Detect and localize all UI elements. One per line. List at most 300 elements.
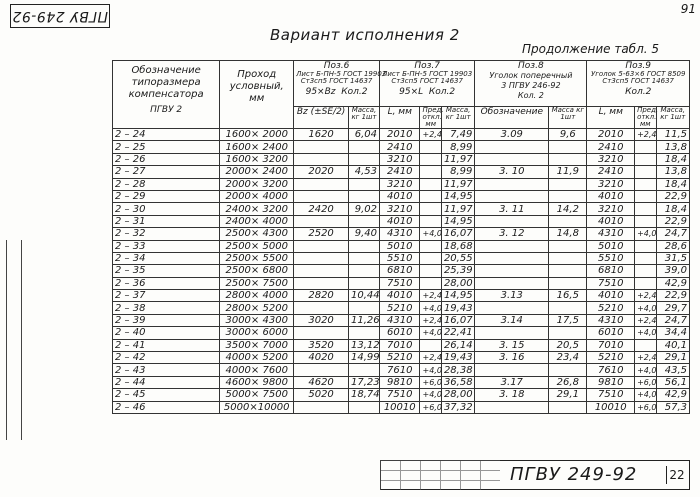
cell-bz	[294, 252, 349, 264]
cell-m6	[348, 141, 379, 153]
cell-m8	[549, 401, 587, 413]
cell-bz: 2520	[294, 228, 349, 240]
cell-mm7: 7,49	[441, 129, 474, 141]
cell-mm9: 43,5	[656, 364, 689, 376]
cell-l9: 3210	[587, 153, 635, 165]
cell-o8	[475, 240, 549, 252]
cell-m6	[348, 401, 379, 413]
cell-bz	[294, 190, 349, 202]
cell-p9	[635, 240, 656, 252]
cell-l7: 5510	[379, 252, 420, 264]
rotated-stamp: ПГВУ 249-92	[10, 4, 110, 28]
cell-l9: 4010	[587, 290, 635, 302]
cell-bz	[294, 178, 349, 190]
cell-o8: 3. 12	[475, 228, 549, 240]
continuation-note: Продолжение табл. 5	[522, 42, 660, 56]
cell-mm9: 29,1	[656, 352, 689, 364]
cell-mm9: 56,1	[656, 376, 689, 388]
table-row	[113, 302, 690, 314]
cell-l7: 4310	[379, 314, 420, 326]
cell-l7: 4010	[379, 215, 420, 227]
cell-des: 2 – 33	[113, 240, 220, 252]
cell-l7: 3210	[379, 178, 420, 190]
cell-m6: 17,23	[348, 376, 379, 388]
cell-m6: 11,26	[348, 314, 379, 326]
cell-o8: 3. 16	[475, 352, 549, 364]
cell-l9: 5510	[587, 252, 635, 264]
cell-mm7: 8,99	[441, 141, 474, 153]
cell-des: 2 – 39	[113, 314, 220, 326]
cell-l9: 7510	[587, 277, 635, 289]
cell-bz	[294, 277, 349, 289]
cell-l9: 3210	[587, 178, 635, 190]
cell-l9: 4310	[587, 228, 635, 240]
cell-l7: 7610	[379, 364, 420, 376]
cell-m8: 17,5	[549, 314, 587, 326]
cell-m6	[348, 190, 379, 202]
cell-du: 2000× 3200	[220, 178, 294, 190]
table-row	[113, 252, 690, 264]
cell-du: 2000× 4000	[220, 190, 294, 202]
cell-mm7: 19,43	[441, 302, 474, 314]
cell-l7: 5010	[379, 240, 420, 252]
cell-des: 2 – 45	[113, 389, 220, 401]
cell-bz	[294, 141, 349, 153]
cell-des: 2 – 38	[113, 302, 220, 314]
cell-o8	[475, 190, 549, 202]
cell-m6: 4,53	[348, 166, 379, 178]
cell-des: 2 – 37	[113, 290, 220, 302]
table-row	[113, 339, 690, 351]
header-designation: Обозначение типоразмера компенсатора ПГВУ 2	[113, 61, 220, 129]
header-mass8: Масса кг 1шт	[549, 107, 587, 129]
cell-p7	[420, 240, 441, 252]
table-row	[113, 141, 690, 153]
cell-o8: 3. 10	[475, 166, 549, 178]
table-row	[113, 376, 690, 388]
cell-l7: 3210	[379, 153, 420, 165]
cell-l7: 10010	[379, 401, 420, 413]
cell-m8: 20,5	[549, 339, 587, 351]
cell-p9	[635, 277, 656, 289]
cell-p7: +2,4	[420, 352, 441, 364]
cell-mm7: 26,14	[441, 339, 474, 351]
header-l9: L, мм	[587, 107, 635, 129]
cell-o8	[475, 153, 549, 165]
cell-m6	[348, 302, 379, 314]
header-pos8: Поз.8 Уголок поперечный 3 ПГВУ 246-92 Кол. 2	[475, 61, 587, 107]
cell-du: 1600× 3200	[220, 153, 294, 165]
cell-o8	[475, 401, 549, 413]
cell-p7: +4,0	[420, 364, 441, 376]
cell-p9	[635, 339, 656, 351]
header-pos6: Поз.6 Лист Б-ПН-5 ГОСТ 19903 Ст3сп5 ГОСТ 14637 95×Bz Кол.2	[294, 61, 380, 107]
cell-mm9: 22,9	[656, 290, 689, 302]
cell-mm7: 14,95	[441, 215, 474, 227]
table-row	[113, 277, 690, 289]
table-row	[113, 364, 690, 376]
cell-p7	[420, 252, 441, 264]
spec-table	[112, 60, 690, 414]
cell-o8	[475, 277, 549, 289]
header-mass7: Масса, кг 1шт	[441, 107, 474, 129]
cell-bz	[294, 153, 349, 165]
table-row	[113, 401, 690, 413]
cell-du: 3000× 4300	[220, 314, 294, 326]
header-des8: Обозначение	[475, 107, 549, 129]
cell-du: 5000×10000	[220, 401, 294, 413]
header-pred7: Пред. откл. мм	[420, 107, 441, 129]
cell-p9	[635, 178, 656, 190]
cell-du: 3500× 7000	[220, 339, 294, 351]
cell-mm7: 37,32	[441, 401, 474, 413]
cell-l9: 7510	[587, 389, 635, 401]
cell-mm7: 11,97	[441, 153, 474, 165]
cell-m8: 11,9	[549, 166, 587, 178]
cell-m8	[549, 327, 587, 339]
cell-m6	[348, 364, 379, 376]
cell-p7	[420, 339, 441, 351]
cell-des: 2 – 27	[113, 166, 220, 178]
cell-mm9: 34,4	[656, 327, 689, 339]
cell-du: 4000× 5200	[220, 352, 294, 364]
cell-m8	[549, 252, 587, 264]
cell-p9: +4,0	[635, 228, 656, 240]
cell-du: 2500× 6800	[220, 265, 294, 277]
cell-des: 2 – 40	[113, 327, 220, 339]
cell-bz	[294, 327, 349, 339]
cell-m8	[549, 277, 587, 289]
cell-m6	[348, 265, 379, 277]
cell-bz: 2020	[294, 166, 349, 178]
cell-p9: +2,4	[635, 290, 656, 302]
cell-des: 2 – 36	[113, 277, 220, 289]
cell-o8: 3.13	[475, 290, 549, 302]
cell-du: 4600× 9800	[220, 376, 294, 388]
cell-p9	[635, 265, 656, 277]
cell-mm9: 57,3	[656, 401, 689, 413]
cell-p7	[420, 203, 441, 215]
cell-des: 2 – 43	[113, 364, 220, 376]
cell-bz	[294, 302, 349, 314]
cell-bz: 3520	[294, 339, 349, 351]
cell-l7: 5210	[379, 352, 420, 364]
cell-p7: +6,0	[420, 401, 441, 413]
cell-p7: +4,0	[420, 327, 441, 339]
cell-mm9: 42,9	[656, 389, 689, 401]
cell-m8	[549, 178, 587, 190]
cell-m8	[549, 302, 587, 314]
cell-du: 2800× 4000	[220, 290, 294, 302]
cell-p9	[635, 215, 656, 227]
cell-l9: 2410	[587, 141, 635, 153]
cell-mm7: 11,97	[441, 203, 474, 215]
cell-mm7: 11,97	[441, 178, 474, 190]
cell-mm9: 24,7	[656, 314, 689, 326]
cell-bz	[294, 215, 349, 227]
cell-mm9: 13,8	[656, 166, 689, 178]
cell-mm7: 20,55	[441, 252, 474, 264]
cell-m8: 14,2	[549, 203, 587, 215]
cell-p9	[635, 190, 656, 202]
cell-l9: 5210	[587, 302, 635, 314]
cell-l7: 3210	[379, 203, 420, 215]
cell-des: 2 – 26	[113, 153, 220, 165]
cell-du: 2800× 5200	[220, 302, 294, 314]
cell-m6	[348, 277, 379, 289]
table-row	[113, 265, 690, 277]
header-bz: Bz (±ЅЕ/2)	[294, 107, 349, 129]
cell-mm7: 19,43	[441, 352, 474, 364]
cell-m8: 23,4	[549, 352, 587, 364]
cell-mm9: 11,5	[656, 129, 689, 141]
cell-des: 2 – 30	[113, 203, 220, 215]
cell-du: 2400× 3200	[220, 203, 294, 215]
cell-du: 1600× 2000	[220, 129, 294, 141]
cell-mm9: 39,0	[656, 265, 689, 277]
cell-o8: 3.17	[475, 376, 549, 388]
page-title: Вариант исполнения 2	[270, 26, 460, 44]
cell-mm9: 31,5	[656, 252, 689, 264]
cell-p7: +4,0	[420, 228, 441, 240]
cell-p7	[420, 153, 441, 165]
cell-des: 2 – 34	[113, 252, 220, 264]
cell-mm7: 14,95	[441, 190, 474, 202]
cell-bz: 2820	[294, 290, 349, 302]
cell-bz: 5020	[294, 389, 349, 401]
cell-m6: 6,04	[348, 129, 379, 141]
table-row	[113, 178, 690, 190]
cell-o8: 3.09	[475, 129, 549, 141]
cell-des: 2 – 24	[113, 129, 220, 141]
cell-m6	[348, 252, 379, 264]
table-row	[113, 215, 690, 227]
cell-m8	[549, 215, 587, 227]
cell-mm9: 18,4	[656, 178, 689, 190]
table-row	[113, 153, 690, 165]
cell-l9: 3210	[587, 203, 635, 215]
table-row	[113, 190, 690, 202]
cell-l7: 6010	[379, 327, 420, 339]
cell-mm7: 28,00	[441, 389, 474, 401]
cell-bz	[294, 364, 349, 376]
cell-des: 2 – 44	[113, 376, 220, 388]
cell-m6	[348, 153, 379, 165]
cell-m8	[549, 153, 587, 165]
cell-m8	[549, 240, 587, 252]
cell-m8: 26,8	[549, 376, 587, 388]
cell-m8	[549, 364, 587, 376]
cell-mm9: 13,8	[656, 141, 689, 153]
cell-p9: +4,0	[635, 327, 656, 339]
cell-mm9: 18,4	[656, 153, 689, 165]
cell-o8: 3.14	[475, 314, 549, 326]
cell-l7: 2410	[379, 141, 420, 153]
cell-des: 2 – 32	[113, 228, 220, 240]
cell-p9: +2,4	[635, 129, 656, 141]
cell-mm7: 18,68	[441, 240, 474, 252]
cell-p9: +6,0	[635, 401, 656, 413]
cell-p9	[635, 141, 656, 153]
cell-l9: 5210	[587, 352, 635, 364]
cell-l9: 6810	[587, 265, 635, 277]
cell-des: 2 – 31	[113, 215, 220, 227]
cell-mm9: 24,7	[656, 228, 689, 240]
cell-du: 1600× 2400	[220, 141, 294, 153]
cell-mm7: 14,95	[441, 290, 474, 302]
table-row	[113, 166, 690, 178]
cell-l7: 2010	[379, 129, 420, 141]
cell-m8	[549, 190, 587, 202]
cell-l7: 5210	[379, 302, 420, 314]
cell-mm7: 36,58	[441, 376, 474, 388]
cell-p9	[635, 153, 656, 165]
cell-m6: 9,40	[348, 228, 379, 240]
cell-p7: +4,0	[420, 302, 441, 314]
cell-l9: 5010	[587, 240, 635, 252]
cell-o8	[475, 302, 549, 314]
cell-du: 2500× 5000	[220, 240, 294, 252]
cell-p7	[420, 166, 441, 178]
cell-du: 2400× 4000	[220, 215, 294, 227]
cell-mm7: 28,00	[441, 277, 474, 289]
cell-l7: 7010	[379, 339, 420, 351]
cell-o8: 3. 18	[475, 389, 549, 401]
cell-m8: 29,1	[549, 389, 587, 401]
table-row	[113, 203, 690, 215]
cell-bz: 2420	[294, 203, 349, 215]
cell-o8	[475, 265, 549, 277]
cell-p9: +4,0	[635, 389, 656, 401]
cell-o8	[475, 141, 549, 153]
table-row	[113, 314, 690, 326]
cell-mm9: 42,9	[656, 277, 689, 289]
cell-p7	[420, 265, 441, 277]
cell-du: 2000× 2400	[220, 166, 294, 178]
cell-p7	[420, 277, 441, 289]
header-mass9: Масса, кг 1шт	[656, 107, 689, 129]
cell-p7: +6,0	[420, 376, 441, 388]
cell-p9: +6,0	[635, 376, 656, 388]
cell-m6	[348, 178, 379, 190]
header-mass6: Масса, кг 1шт	[348, 107, 379, 129]
cell-m6	[348, 240, 379, 252]
page-number: 91	[680, 2, 696, 16]
cell-du: 2500× 5500	[220, 252, 294, 264]
cell-du: 4000× 7600	[220, 364, 294, 376]
cell-l7: 4010	[379, 190, 420, 202]
cell-p7	[420, 178, 441, 190]
cell-p7: +2,4	[420, 129, 441, 141]
cell-o8	[475, 252, 549, 264]
cell-l7: 4010	[379, 290, 420, 302]
cell-mm9: 18,4	[656, 203, 689, 215]
table-row	[113, 129, 690, 141]
cell-l9: 6010	[587, 327, 635, 339]
table-row	[113, 240, 690, 252]
cell-l9: 10010	[587, 401, 635, 413]
cell-des: 2 – 41	[113, 339, 220, 351]
cell-p9: +4,0	[635, 364, 656, 376]
cell-l9: 4010	[587, 190, 635, 202]
cell-p9: +4,0	[635, 302, 656, 314]
cell-bz: 1620	[294, 129, 349, 141]
cell-o8	[475, 364, 549, 376]
cell-des: 2 – 35	[113, 265, 220, 277]
cell-mm9: 22,9	[656, 190, 689, 202]
cell-des: 2 – 42	[113, 352, 220, 364]
cell-o8	[475, 215, 549, 227]
cell-m6: 9,02	[348, 203, 379, 215]
cell-bz: 4020	[294, 352, 349, 364]
cell-p9	[635, 252, 656, 264]
table-row	[113, 290, 690, 302]
cell-p7: +4,0	[420, 389, 441, 401]
cell-m6: 10,44	[348, 290, 379, 302]
cell-mm7: 22,41	[441, 327, 474, 339]
cell-l9: 2410	[587, 166, 635, 178]
cell-l7: 6810	[379, 265, 420, 277]
cell-mm7: 25,39	[441, 265, 474, 277]
cell-des: 2 – 29	[113, 190, 220, 202]
table-row	[113, 352, 690, 364]
cell-m8: 9,6	[549, 129, 587, 141]
cell-mm7: 28,38	[441, 364, 474, 376]
cell-m8	[549, 265, 587, 277]
binding-margin	[6, 240, 22, 440]
cell-p7	[420, 215, 441, 227]
cell-l9: 7610	[587, 364, 635, 376]
cell-l9: 7010	[587, 339, 635, 351]
header-pos9: Поз.9 Уголок 5-63×6 ГОСТ 8509 Ст3сп5 ГОСТ 14637 Кол.2	[587, 61, 690, 107]
cell-du: 2500× 4300	[220, 228, 294, 240]
cell-des: 2 – 46	[113, 401, 220, 413]
cell-mm9: 29,7	[656, 302, 689, 314]
cell-mm9: 28,6	[656, 240, 689, 252]
cell-m8: 16,5	[549, 290, 587, 302]
cell-m6: 14,99	[348, 352, 379, 364]
cell-o8: 3. 11	[475, 203, 549, 215]
title-block-grid	[380, 460, 500, 490]
cell-bz	[294, 265, 349, 277]
cell-p9	[635, 166, 656, 178]
document-code: ПГВУ 249-92	[510, 464, 638, 485]
cell-l9: 4010	[587, 215, 635, 227]
cell-mm9: 22,9	[656, 215, 689, 227]
cell-p9: +2,4	[635, 314, 656, 326]
cell-des: 2 – 25	[113, 141, 220, 153]
cell-l7: 2410	[379, 166, 420, 178]
cell-l7: 7510	[379, 389, 420, 401]
cell-bz: 4620	[294, 376, 349, 388]
cell-mm7: 16,07	[441, 228, 474, 240]
cell-bz: 3020	[294, 314, 349, 326]
cell-l7: 4310	[379, 228, 420, 240]
header-pred9: Пред. откл. мм	[635, 107, 656, 129]
cell-o8	[475, 178, 549, 190]
cell-p7: +2,4	[420, 290, 441, 302]
cell-m8: 14,8	[549, 228, 587, 240]
cell-des: 2 – 28	[113, 178, 220, 190]
cell-m6	[348, 327, 379, 339]
cell-mm9: 40,1	[656, 339, 689, 351]
table-row	[113, 327, 690, 339]
cell-p9	[635, 203, 656, 215]
table-row	[113, 389, 690, 401]
cell-l7: 9810	[379, 376, 420, 388]
table-row	[113, 228, 690, 240]
cell-p7: +2,4	[420, 314, 441, 326]
